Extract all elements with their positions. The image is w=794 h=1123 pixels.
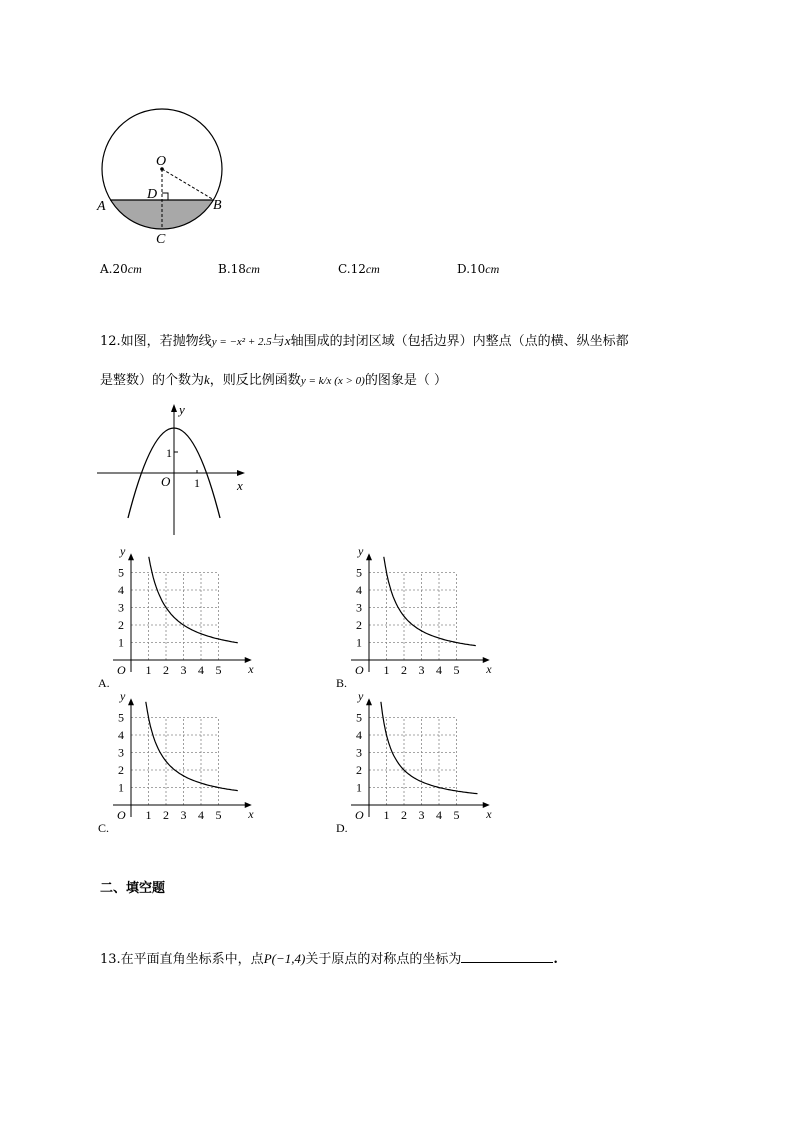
hyperbola-curve [381, 702, 478, 794]
label-a: A [97, 199, 106, 214]
circle-figure [90, 105, 240, 250]
y-tick-label: 5 [356, 565, 362, 580]
y-tick-label: 4 [118, 728, 124, 742]
y-axis-label: y [120, 689, 126, 703]
section-title: 二、填空题 [100, 881, 166, 896]
q11-option-a[interactable] [100, 262, 142, 277]
option-letter: A. [100, 262, 113, 276]
y-tick-label: 5 [356, 710, 362, 725]
q12-text: 与 [271, 334, 285, 349]
y-tick-label: 5 [118, 710, 124, 725]
x-axis-label: x [248, 807, 254, 821]
q13-line [100, 948, 558, 967]
q12-line-2 [100, 369, 447, 388]
parabola-expression: y = −x² + 2.5 [211, 336, 272, 348]
answer-blank[interactable] [461, 950, 553, 963]
k-variable: k [204, 372, 210, 387]
q12-text: 的图象是（ ） [364, 373, 447, 388]
x-tick-label: 2 [401, 663, 407, 677]
x-tick-label: 1 [383, 663, 390, 677]
label-y: y [179, 402, 185, 417]
x-tick-label: 1 [145, 663, 152, 677]
option-letter: A. [98, 676, 110, 690]
option-letter: D. [457, 262, 471, 276]
y-axis-arrow [128, 698, 134, 705]
hyperbola-curve [149, 557, 238, 643]
origin-label: O [117, 663, 126, 677]
graph-option-b[interactable] [333, 544, 492, 690]
origin-label: O [355, 808, 364, 822]
y-tick-label: 2 [118, 618, 124, 632]
option-unit: cm [365, 262, 380, 276]
x-tick-label: 2 [401, 808, 407, 822]
x-axis-label: x [248, 662, 254, 676]
option-value: 18 [230, 262, 246, 276]
y-tick-label: 1 [356, 635, 362, 650]
label-one-x: 1 [194, 476, 200, 490]
x-tick-label: 4 [198, 808, 204, 822]
y-axis-arrow [366, 698, 372, 705]
option-value: 20 [112, 262, 128, 276]
option-value: 10 [470, 262, 486, 276]
q13-text: 关于原点的对称点的坐标为 [305, 952, 462, 967]
parabola-figure [95, 400, 255, 540]
y-tick-label: 4 [356, 583, 362, 597]
x-axis-label: x [486, 662, 492, 676]
q12-text: 是整数）的个数为 [100, 373, 205, 388]
y-axis-label: y [120, 544, 126, 558]
x-variable: x [284, 333, 291, 348]
y-tick-label: 4 [118, 583, 124, 597]
q12-text: ，则反比例函数 [209, 373, 301, 388]
option-letter: C. [98, 821, 110, 835]
label-x: x [237, 478, 243, 493]
y-tick-label: 2 [356, 763, 362, 777]
y-tick-label: 2 [356, 618, 362, 632]
option-letter: B. [218, 262, 231, 276]
hyperbola-curve [146, 702, 238, 791]
option-letter: C. [338, 262, 351, 276]
y-tick-label: 5 [118, 565, 124, 580]
option-value: 12 [350, 262, 366, 276]
label-one-y: 1 [166, 446, 172, 460]
point-p: P(−1,4) [263, 951, 306, 966]
label-c: C [156, 232, 166, 247]
x-tick-label: 1 [145, 808, 152, 822]
x-tick-label: 5 [215, 663, 222, 677]
q12-text: 轴围成的封闭区域（包括边界）内整点（点的横、纵坐标都 [290, 334, 629, 349]
y-tick-label: 4 [356, 728, 362, 742]
origin-label: O [355, 663, 364, 677]
q11-option-d[interactable] [457, 262, 499, 277]
q11-option-b[interactable] [218, 262, 260, 277]
x-tick-label: 5 [453, 663, 460, 677]
label-o: O [156, 154, 167, 169]
option-unit: cm [485, 262, 500, 276]
q13-period: . [553, 952, 558, 967]
y-tick-label: 3 [356, 745, 362, 760]
x-tick-label: 4 [436, 663, 442, 677]
x-tick-label: 4 [436, 808, 442, 822]
y-axis-label: y [358, 689, 364, 703]
y-tick-label: 3 [118, 600, 124, 615]
y-tick-label: 1 [118, 780, 124, 795]
x-tick-label: 3 [180, 663, 187, 677]
y-tick-label: 1 [118, 635, 124, 650]
y-axis-arrow [171, 404, 177, 412]
q13-text: 13.在平面直角坐标系中，点 [100, 952, 264, 967]
label-b: B [213, 198, 222, 213]
x-tick-label: 3 [418, 663, 425, 677]
x-tick-label: 2 [163, 808, 169, 822]
origin-label: O [117, 808, 126, 822]
x-tick-label: 3 [418, 808, 425, 822]
q11-option-c[interactable] [338, 262, 380, 277]
y-tick-label: 3 [356, 600, 362, 615]
hyperbola-curve [384, 557, 476, 646]
x-tick-label: 5 [453, 808, 460, 822]
x-tick-label: 2 [163, 663, 169, 677]
q12-line-1 [100, 330, 629, 349]
x-tick-label: 4 [198, 663, 204, 677]
option-letter: D. [336, 821, 348, 835]
option-letter: B. [336, 676, 348, 690]
function-expression: y = k/x (x > 0) [300, 375, 365, 387]
x-tick-label: 1 [383, 808, 390, 822]
y-tick-label: 1 [356, 780, 362, 795]
label-d: D [147, 187, 158, 202]
x-tick-label: 5 [215, 808, 222, 822]
option-unit: cm [127, 262, 142, 276]
y-tick-label: 3 [118, 745, 124, 760]
x-axis-label: x [486, 807, 492, 821]
right-angle-mark [162, 193, 168, 200]
label-origin: O [161, 474, 171, 489]
q12-text: 12.如图，若抛物线 [100, 334, 212, 349]
x-axis-arrow [237, 470, 245, 476]
graph-option-c[interactable] [95, 689, 254, 835]
y-tick-label: 2 [118, 763, 124, 777]
x-tick-label: 3 [180, 808, 187, 822]
graph-option-a[interactable] [95, 544, 254, 690]
graph-option-d[interactable] [333, 689, 492, 835]
option-unit: cm [245, 262, 260, 276]
y-axis-label: y [358, 544, 364, 558]
segment-ob [162, 169, 214, 200]
y-axis-arrow [128, 553, 134, 560]
y-axis-arrow [366, 553, 372, 560]
